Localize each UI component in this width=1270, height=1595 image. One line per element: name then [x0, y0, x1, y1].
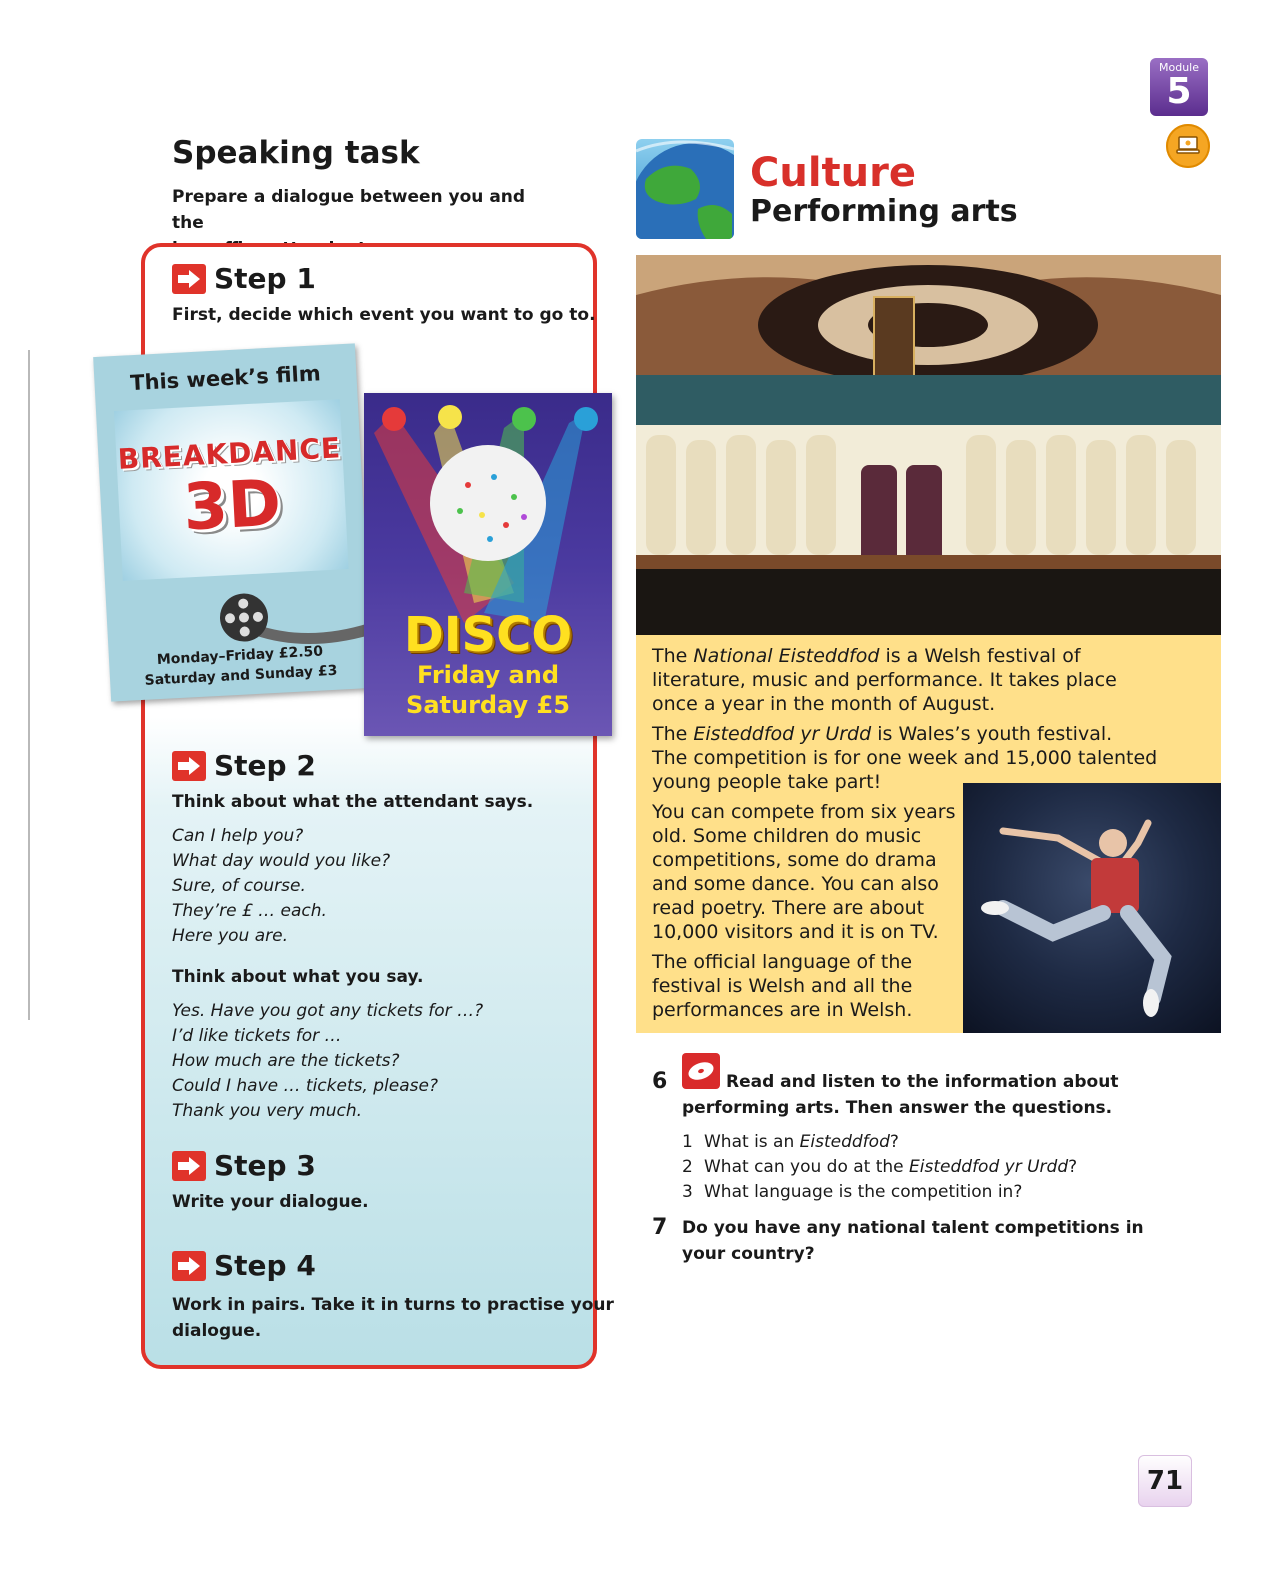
step-title: Step 2: [214, 749, 316, 782]
disco-poster: [364, 393, 612, 736]
dancer-photo: [963, 783, 1221, 1033]
phrase: Sure, of course.: [172, 876, 306, 896]
phrase: Can I help you?: [172, 826, 304, 846]
exercise-6-instruction-line1: Read and listen to the information about: [726, 1072, 1119, 1092]
step-4-text: [172, 1292, 614, 1344]
question-number: 2: [682, 1157, 693, 1177]
film-poster-heading: This week’s film: [129, 361, 322, 396]
exercise-7-instruction-line1: Do you have any national talent competitions in: [682, 1218, 1144, 1238]
question-item: [682, 1130, 1077, 1155]
text: ?: [1068, 1157, 1078, 1177]
step-title: Step 3: [214, 1149, 316, 1182]
step-3-heading: [172, 1149, 316, 1182]
info-paragraph-3: [652, 800, 955, 944]
phrase: What day would you like?: [172, 851, 391, 871]
globe-icon: [636, 139, 734, 239]
text: old. Some children do music: [652, 825, 922, 847]
question-item: [682, 1155, 1077, 1180]
exercise-7-instruction-line2: your country?: [682, 1244, 815, 1264]
step-1-heading: [172, 262, 316, 295]
arrow-icon: [172, 1251, 206, 1281]
exercise-6-number: 6: [652, 1069, 668, 1094]
film-poster: [93, 343, 373, 701]
text: 10,000 visitors and it is on TV.: [652, 921, 939, 943]
you-heading: Think about what you say.: [172, 967, 424, 987]
laptop-icon[interactable]: [1166, 124, 1210, 168]
text: The: [652, 645, 694, 667]
text: What language is the competition in?: [704, 1182, 1023, 1202]
film-name: BREAKDANCE: [116, 431, 342, 476]
attendant-phrases: [172, 824, 390, 949]
text: You can compete from six years: [652, 801, 956, 823]
step-2-heading: [172, 749, 316, 782]
text: The official language of the: [652, 951, 913, 973]
phrase: Thank you very much.: [172, 1101, 363, 1121]
info-paragraph-4: [652, 950, 912, 1022]
film-poster-art: [114, 399, 349, 581]
step-4-line: dialogue.: [172, 1321, 262, 1341]
arrow-icon: [172, 264, 206, 294]
text: What can you do at the: [704, 1157, 910, 1177]
film-reel-icon: [218, 583, 371, 651]
film-name-3d: 3D: [181, 466, 283, 546]
text: The: [652, 723, 694, 745]
disco-title: DISCO: [403, 607, 573, 663]
phrase: I’d like tickets for …: [172, 1026, 342, 1046]
step-title: Step 1: [214, 262, 316, 295]
text: literature, music and performance. It takes place: [652, 669, 1117, 691]
culture-title: Culture: [750, 150, 916, 196]
you-phrases: [172, 999, 483, 1124]
text: festival is Welsh and all the: [652, 975, 913, 997]
speaking-task-title: Speaking task: [172, 135, 420, 171]
text: National Eisteddfod: [693, 645, 880, 667]
text: Eisteddfod yr Urdd: [693, 723, 872, 745]
question-number: 1: [682, 1132, 693, 1152]
text: What is an: [704, 1132, 800, 1152]
phrase: Yes. Have you got any tickets for …?: [172, 1001, 484, 1021]
question-item: [682, 1180, 1077, 1205]
text: is a Welsh festival of: [879, 645, 1081, 667]
disco-price: Saturday £5: [406, 691, 570, 719]
exercise-7-number: 7: [652, 1215, 668, 1240]
step-title: Step 4: [214, 1249, 316, 1282]
arrow-icon: [172, 1151, 206, 1181]
intro-line: Prepare a dialogue between you and the: [172, 187, 526, 233]
question-number: 3: [682, 1182, 693, 1202]
attendant-heading: Think about what the attendant says.: [172, 792, 534, 812]
film-price: Saturday and Sunday £3: [144, 662, 338, 689]
step-4-heading: [172, 1249, 316, 1282]
text: young people take part!: [652, 771, 882, 793]
phrase: They’re £ … each.: [172, 901, 327, 921]
disco-days: Friday and: [416, 661, 560, 689]
info-paragraph-1: [652, 644, 1117, 716]
arrow-icon: [172, 751, 206, 781]
text: ?: [889, 1132, 899, 1152]
text: Eisteddfod: [799, 1132, 890, 1152]
module-label: Module: [1159, 61, 1199, 74]
module-number: 5: [1166, 71, 1192, 112]
film-price: Monday–Friday £2.50: [156, 643, 324, 669]
margin-line: [28, 350, 30, 1020]
text: Eisteddfod yr Urdd: [909, 1157, 1069, 1177]
audio-cd-icon[interactable]: [682, 1053, 720, 1089]
step-1-text: First, decide which event you want to go to.: [172, 305, 596, 325]
text: and some dance. You can also: [652, 873, 939, 895]
eisteddfod-stage-photo: [636, 255, 1221, 635]
phrase: How much are the tickets?: [172, 1051, 400, 1071]
step-4-line: Work in pairs. Take it in turns to practise your: [172, 1295, 614, 1315]
module-badge: [1150, 58, 1208, 116]
exercise-6-instruction-line2: performing arts. Then answer the questions.: [682, 1098, 1113, 1118]
step-3-text: Write your dialogue.: [172, 1192, 369, 1212]
page-number: 71: [1138, 1455, 1192, 1507]
exercise-6-questions: [682, 1130, 1077, 1205]
culture-subtitle: Performing arts: [750, 194, 1018, 229]
text: competitions, some do drama: [652, 849, 937, 871]
text: performances are in Welsh.: [652, 999, 913, 1021]
text: is Wales’s youth festival.: [871, 723, 1113, 745]
text: once a year in the month of August.: [652, 693, 996, 715]
text: The competition is for one week and 15,000 talented: [652, 747, 1158, 769]
phrase: Here you are.: [172, 926, 289, 946]
text: read poetry. There are about: [652, 897, 925, 919]
phrase: Could I have … tickets, please?: [172, 1076, 438, 1096]
